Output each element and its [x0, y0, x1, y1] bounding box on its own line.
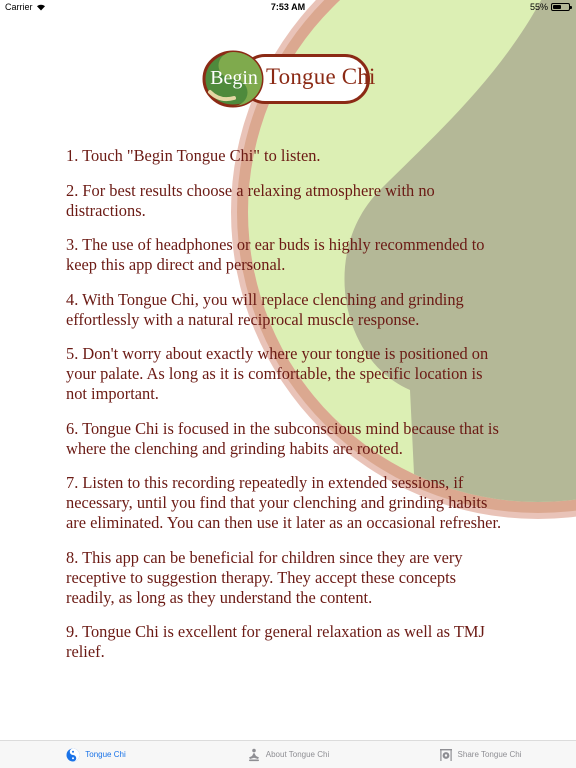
- carrier-label: Carrier: [5, 2, 33, 12]
- instruction-item: 5. Don't worry about exactly where your tongue is positioned on your palate. As long as it is comfortable, the specific location is not important.: [66, 344, 489, 403]
- instruction-item: 4. With Tongue Chi, you will replace clenching and grinding effortlessly with a natural reciprocal muscle response.: [66, 289, 464, 329]
- tab-label: About Tongue Chi: [265, 750, 330, 759]
- tab-about-tongue-chi[interactable]: [192, 741, 384, 768]
- yin-yang-icon: [66, 748, 80, 762]
- instructions-list: [66, 146, 506, 677]
- status-bar: [0, 0, 576, 14]
- instruction-item: 6. Tongue Chi is focused in the subconscious mind because that is where the clenching and grinding habits are rooted.: [66, 418, 499, 458]
- instruction-item: 2. For best results choose a relaxing atmosphere with no distractions.: [66, 180, 435, 220]
- battery-icon: [551, 3, 570, 11]
- begin-tongue-chi-button[interactable]: [202, 50, 376, 108]
- instruction-item: 1. Touch "Begin Tongue Chi" to listen.: [66, 146, 321, 165]
- instruction-item: 8. This app can be beneficial for children since they are very receptive to suggestion therapy. They accept these concepts readily, as long as they understand the content.: [66, 547, 463, 607]
- battery-fill: [553, 5, 561, 9]
- logo-title: Tongue Chi: [266, 64, 376, 89]
- tab-tongue-chi[interactable]: [0, 741, 192, 768]
- tab-share-tongue-chi[interactable]: [384, 741, 576, 768]
- instruction-item: 7. Listen to this recording repeatedly in extended sessions, if necessary, until you find that your clenching and grinding habits are eliminated. You can then use it later as an occasional refresher.: [66, 473, 502, 532]
- instruction-item: 9. Tongue Chi is excellent for general relaxation as well as TMJ relief.: [66, 622, 485, 661]
- instruction-item: 3. The use of headphones or ear buds is highly recommended to keep this app direct and personal.: [66, 235, 485, 274]
- tab-label: Share Tongue Chi: [457, 750, 522, 759]
- logo-begin-label: Begin: [210, 67, 258, 89]
- tab-bar: [0, 740, 576, 768]
- meditation-icon: [247, 748, 261, 762]
- battery-percent: 55%: [529, 2, 548, 12]
- gong-icon: [439, 748, 453, 762]
- battery-indicator: [530, 2, 570, 12]
- tab-label: Tongue Chi: [85, 750, 126, 759]
- status-time: 7:53 AM: [270, 2, 306, 12]
